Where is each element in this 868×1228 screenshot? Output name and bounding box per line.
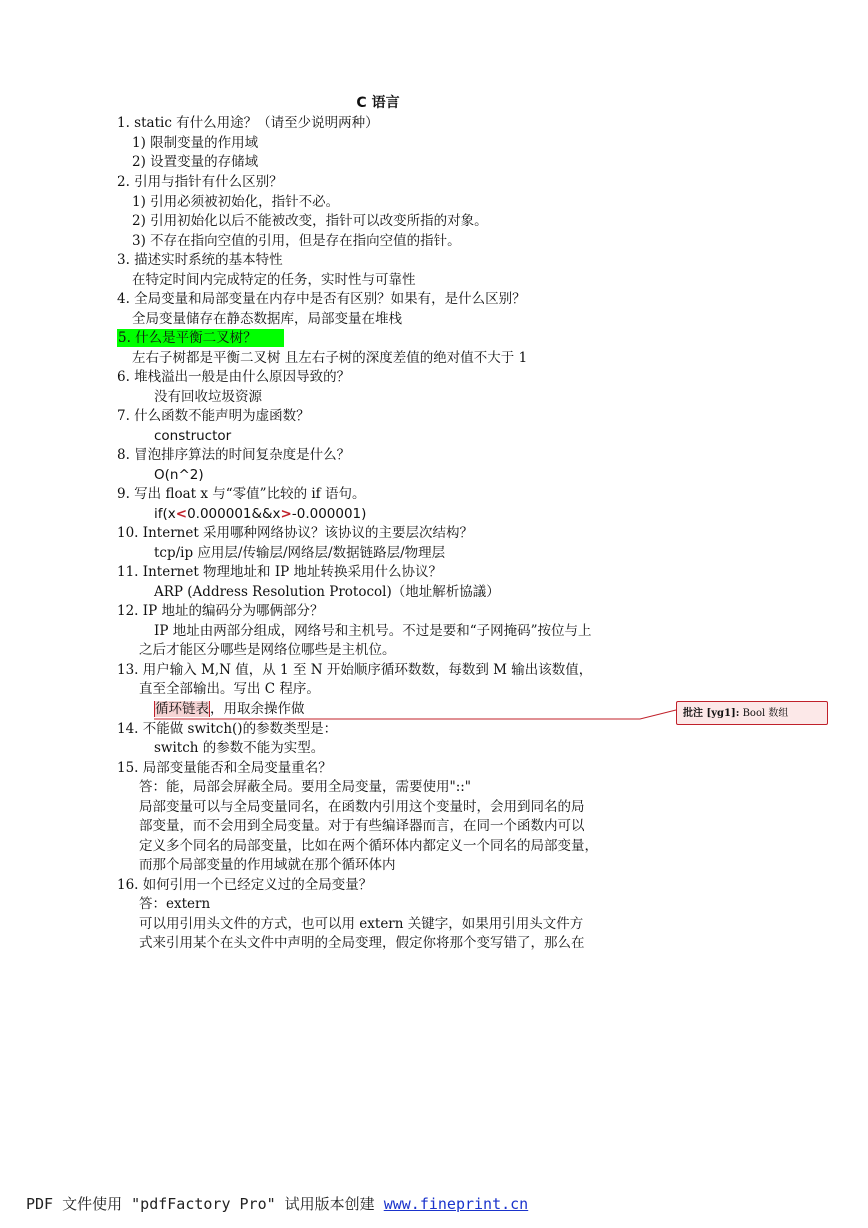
answer-line: 而那个局部变量的作用域就在那个循环体内 <box>139 857 396 873</box>
question-14: 14. 不能做 switch()的参数类型是： <box>117 721 338 737</box>
answer-code-line <box>154 505 366 523</box>
answer-line: IP 地址由两部分组成，网络号和主机号。不过是要和“子网掩码”按位与上 <box>154 623 592 639</box>
question-2: 2. 引用与指针有什么区别？ <box>117 174 283 190</box>
question-7: 7. 什么函数不能声明为虚函数？ <box>117 408 310 424</box>
question-9: 9. 写出 float x 与“零值”比较的 if 语句。 <box>117 486 366 502</box>
question-10: 10. Internet 采用哪种网络协议？该协议的主要层次结构？ <box>117 525 474 541</box>
question-4: 4. 全局变量和局部变量在内存中是否有区别？如果有，是什么区别？ <box>117 291 526 307</box>
answer-line: switch 的参数不能为实型。 <box>154 740 325 756</box>
answer-line: 2) 引用初始化以后不能被改变，指针可以改变所指的对象。 <box>132 213 488 229</box>
answer-line: O(n^2) <box>154 467 204 483</box>
question-8: 8. 冒泡排序算法的时间复杂度是什么？ <box>117 447 351 463</box>
answer-text: ，用取余操作做 <box>210 701 305 717</box>
answer-line: ARP (Address Resolution Protocol)（地址解析協議） <box>154 584 500 600</box>
answer-line: 式来引用某个在头文件中声明的全局变理，假定你将那个变写错了，那么在 <box>139 935 585 951</box>
answer-line: 部变量，而不会用到全局变量。对于有些编译器而言，在同一个函数内可以 <box>139 818 585 834</box>
answer-line: 没有回收垃圾资源 <box>154 389 262 405</box>
question-13-cont: 直至全部输出。写出 C 程序。 <box>139 681 320 697</box>
comment-balloon[interactable] <box>676 701 828 725</box>
footer-text: PDF 文件使用 "pdfFactory Pro" 试用版本创建 <box>26 1195 384 1213</box>
code-part: -0.000001) <box>291 506 367 522</box>
question-16: 16. 如何引用一个已经定义过的全局变量？ <box>117 877 373 893</box>
question-12: 12. IP 地址的编码分为哪俩部分？ <box>117 603 324 619</box>
comment-label: 批注 [yg1]: <box>683 708 740 719</box>
answer-line: 1) 引用必须被初始化，指针不必。 <box>132 194 340 210</box>
commented-text[interactable]: 循环链表 <box>155 701 209 717</box>
question-6: 6. 堆栈溢出一般是由什么原因导致的？ <box>117 369 351 385</box>
page-title: C 语言 <box>356 95 400 111</box>
answer-line: 局部变量可以与全局变量同名，在函数内引用这个变量时，会用到同名的局 <box>139 799 585 815</box>
code-part: if(x <box>154 506 176 522</box>
highlighted-question: 5. 什么是平衡二叉树？ <box>117 329 284 347</box>
question-13: 13. 用户输入 M,N 值，从 1 至 N 开始顺序循环数数，每数到 M 输出该数值， <box>117 662 593 678</box>
pdf-footer <box>26 1194 528 1214</box>
answer-line: 3) 不存在指向空值的引用，但是存在指向空值的指针。 <box>132 233 461 249</box>
question-11: 11. Internet 物理地址和 IP 地址转换采用什么协议？ <box>117 564 443 580</box>
answer-line: 全局变量储存在静态数据库，局部变量在堆栈 <box>132 311 402 327</box>
tracked-change-mark: < <box>175 506 188 522</box>
answer-line: 之后才能区分哪些是网络位哪些是主机位。 <box>139 642 396 658</box>
answer-line: 2) 设置变量的存储域 <box>132 154 259 170</box>
answer-line: tcp/ip 应用层/传输层/网络层/数据链路层/物理层 <box>154 545 446 561</box>
answer-line: 左右子树都是平衡二叉树 且左右子树的深度差值的绝对值不大于 1 <box>132 350 528 366</box>
code-part: 0.000001&&x <box>187 506 281 522</box>
question-3: 3. 描述实时系统的基本特性 <box>117 252 283 268</box>
comment-text: Bool 数组 <box>739 708 789 719</box>
answer-line: 在特定时间内完成特定的任务，实时性与可靠性 <box>132 272 416 288</box>
answer-line: 答：extern <box>139 896 211 912</box>
answer-line: 答：能，局部会屏蔽全局。要用全局变量，需要使用"::" <box>139 779 472 795</box>
answer-line: 定义多个同名的局部变量，比如在两个循环体内都定义一个同名的局部变量， <box>139 838 598 854</box>
answer-line: constructor <box>154 428 232 444</box>
question-1: 1. static 有什么用途？（请至少说明两种） <box>117 115 379 131</box>
answer-line <box>154 700 305 718</box>
question-5 <box>117 329 284 347</box>
answer-line: 1) 限制变量的作用域 <box>132 135 259 151</box>
footer-link[interactable]: www.fineprint.cn <box>383 1195 529 1213</box>
answer-line: 可以用引用头文件的方式，也可以用 extern 关键字，如果用引用头文件方 <box>139 916 584 932</box>
tracked-change-mark: > <box>280 506 292 522</box>
question-15: 15. 局部变量能否和全局变量重名？ <box>117 760 332 776</box>
